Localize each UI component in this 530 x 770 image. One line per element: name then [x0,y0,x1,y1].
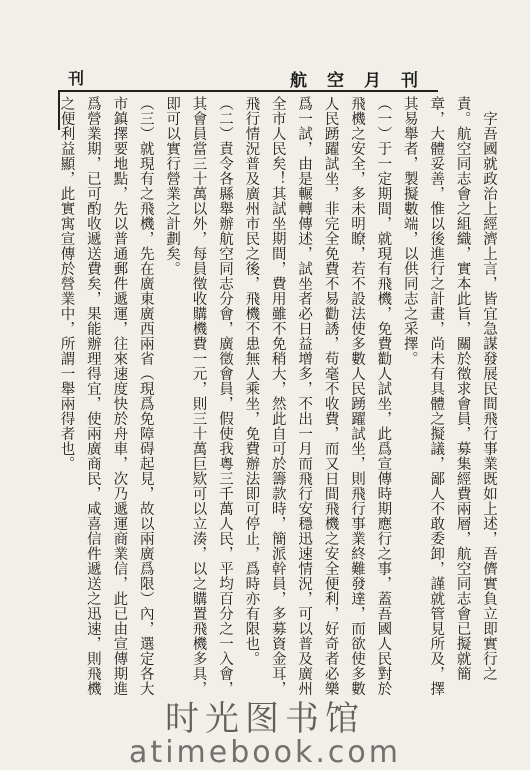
watermark-chinese: 时光图书馆 [165,699,365,739]
body-text [58,96,502,702]
watermark-domain: atimebook.com [129,735,401,770]
running-header [58,66,438,92]
paragraph-item-3: （三）就現有之飛機，先在廣東廣西兩省（現爲免障碍起見，故以兩廣爲限）內，選定各大市鎮擇要地點，先以普通郵件遞運，往來速度快於舟車，次乃遞運商業信，此已由宣傳期進爲營業期，已可酌收遞送費矣，果能辦理得宜，使兩廣商民，咸喜信件遞送之迅速，則飛機之便利益顯，此實寓宣傳於營業中，所謂一舉兩得者也。 [58,96,154,696]
header-category: 刊 [68,69,85,88]
watermark [0,700,530,768]
paragraph-intro: 字吾國就政治上經濟上言，皆宜急謀發展民間飛行事業既如上述，吾儕實負立即實行之責。航空同志會之組織，實本此旨，關於徵求會員，募集經費兩層，航空同志會已擬就簡章，大體妥善，惟以後進行之計畫，尚未有具體之擬議，鄙人不敢委卸，謹就管見所及，擇其易舉者，製擬數端，以供同志之采擇。 [401,96,497,696]
paragraph-item-1: （一）于一定期間，就現有飛機，免費勸人試坐，此爲宣傳時期應行之事，蓋吾國人民對於飛機之安全，多未明瞭，若不設法使多數人民踴躍試坐，則飛行事業終難發達，而欲使多數人民踴躍試坐，非完全免費不易勸誘，苟毫不收費，而又日間飛機之安全便利，好奇者必樂爲一試，由是輾轉傳述，試坐者必日益增多，不出一月而飛行安穩迅速情況，可以普及廣州全市人民矣！其試坐期間，費用雖不免稍大，然此自可於籌款時，簡派幹員，多募資金耳，飛行情況普及廣州市民之後，飛機不患無人乘坐，免費辦法即可停止，爲時亦有限也。 [243,96,392,696]
header-publication-title: 航空月刊 [290,71,438,91]
paragraph-item-2: （二）責令各縣舉辦航空同志分會，廣徵會員，假使我粵三千萬人民，平均百分之一入會，其會員當三十萬以外，每員徵收購機費一元，則三十萬巨欵可以立湊，以之購置飛機多具，即可以實行營業之計劃矣。 [164,96,233,696]
